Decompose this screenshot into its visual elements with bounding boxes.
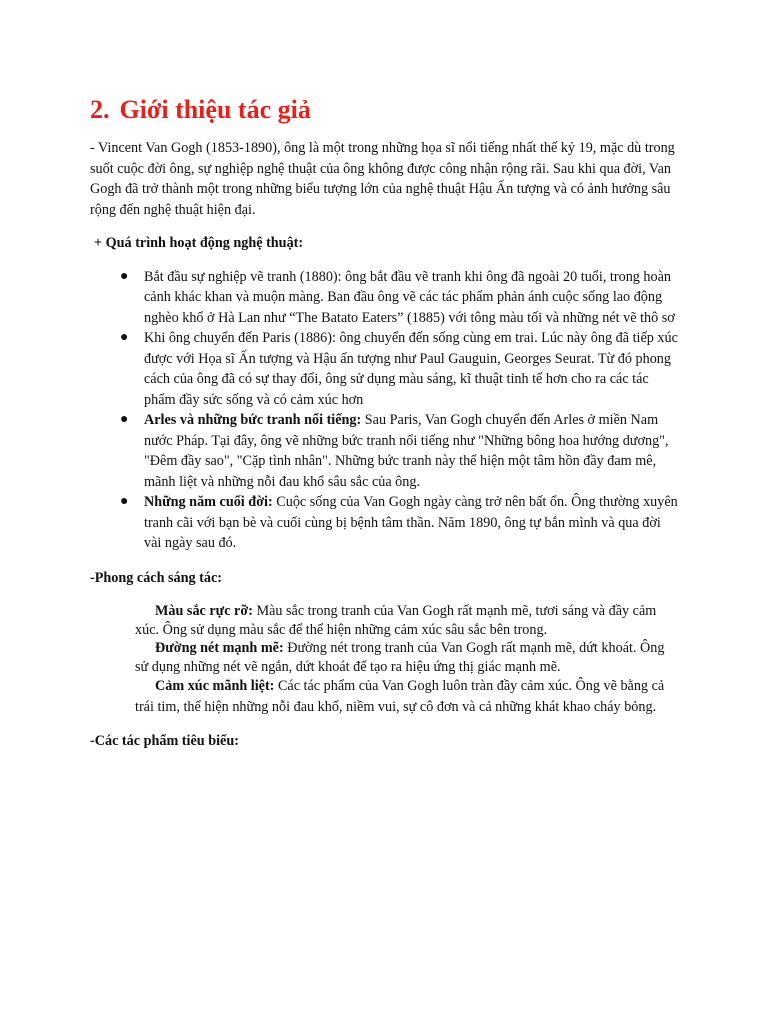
style-item-bold: Màu sắc rực rỡ: — [155, 603, 253, 619]
works-heading: -Các tác phẩm tiêu biểu: — [90, 733, 239, 749]
bullet-icon: ● — [120, 268, 129, 284]
style-heading: -Phong cách sáng tác: — [90, 569, 223, 586]
intro-paragraph: - Vincent Van Gogh (1853-1890), ông là một trong những họa sĩ nổi tiếng nhất thế kỷ 19, mặc dù trong suốt cuộc đời ông, sự nghiệp nghệ thuật của ông không được công nhận rộng rãi. Sau khi qua đời, Van Gogh đã trở thành một trong những biểu tượng lớn của nghệ thuật Hậu Ấn tượng và có ảnh hưởng sâu rộng đến nghệ thuật hiện đại. — [90, 140, 675, 218]
style-item — [135, 602, 680, 639]
career-item-text: Khi ông chuyển đến Paris (1886): ông chuyển đến sống cùng em trai. Lúc này ông đã tiếp xúc được với Họa sĩ Ấn tượng và Hậu ấn tượng như Paul Gauguin, Georges Seurat. Từ đó phong cách của ông đã có sự thay đổi, ông sử dụng màu sáng, kĩ thuật tinh tế hơn cho ra các tác phẩm đầy sức sống và có cảm xúc hơn — [144, 330, 678, 408]
style-item — [135, 676, 680, 717]
document-page — [90, 92, 680, 766]
style-item-bold: Cảm xúc mãnh liệt: — [155, 678, 275, 694]
career-item-text: Sau Paris, Van Gogh chuyển đến Arles ở miền Nam nước Pháp. Tại đây, ông vẽ những bức tranh nổi tiếng như "Những bông hoa hướng dương", "Đêm đầy sao", "Cặp tình nhân". Những bức tranh này thể hiện một tâm hồn đầy đam mê, mãnh liệt và những nỗi đau khổ sâu sắc của ông. — [144, 412, 669, 490]
section-number: 2. — [90, 95, 110, 124]
section-title: Giới thiệu tác giả — [119, 95, 311, 124]
bullet-icon: ● — [120, 412, 129, 427]
career-item — [90, 410, 680, 492]
style-item-text: Các tác phẩm của Van Gogh luôn tràn đầy cảm xúc. Ông vẽ bằng cả trái tim, thể hiện những nỗi đau khổ, niềm vui, sự cô đơn và cả những khát khao cháy bỏng. — [135, 678, 665, 715]
style-item-bold: Đường nét mạnh mẽ: — [155, 640, 284, 656]
style-item-text: Đường nét trong tranh của Van Gogh rất mạnh mẽ, dứt khoát. Ông sử dụng những nét vẽ ngắn, dứt khoát để tạo ra hiệu ứng thị giác mạnh mẽ. — [135, 640, 665, 675]
career-list — [90, 267, 680, 554]
career-item-bold: Những năm cuối đời: — [144, 494, 273, 510]
career-item-text: Bắt đầu sự nghiệp vẽ tranh (1880): ông bắt đầu vẽ tranh khi ông đã ngoài 20 tuổi, trong hoàn cảnh khác khan và muộn màng. Ban đầu ông vẽ các tác phẩm phản ánh cuộc sống lao động nghèo khổ ở Hà Lan như “The Batato Eaters” (1885) với tông màu tối và những nét vẽ thô sơ — [144, 268, 675, 326]
career-item-bold: Arles và những bức tranh nổi tiếng: — [144, 412, 362, 428]
style-block — [135, 602, 680, 717]
career-item-text: Cuộc sống của Van Gogh ngày càng trở nên bất ổn. Ông thường xuyên tranh cãi với bạn bè và cuối cùng bị bệnh tâm thần. Năm 1890, ông tự bắn mình và qua đời vài ngày sau đó. — [144, 494, 678, 551]
career-item — [90, 328, 680, 410]
bullet-icon: ● — [120, 330, 129, 345]
career-heading: + Quá trình hoạt động nghệ thuật: — [94, 235, 304, 251]
section-heading — [90, 92, 680, 128]
career-item — [90, 267, 680, 329]
bullet-icon: ● — [120, 494, 129, 509]
style-item — [135, 639, 680, 676]
career-item — [90, 492, 680, 554]
style-item-text: Màu sắc trong tranh của Van Gogh rất mạnh mẽ, tươi sáng và đầy cảm xúc. Ông sử dụng màu sắc để thể hiện những cảm xúc sâu sắc bên trong. — [135, 603, 657, 638]
